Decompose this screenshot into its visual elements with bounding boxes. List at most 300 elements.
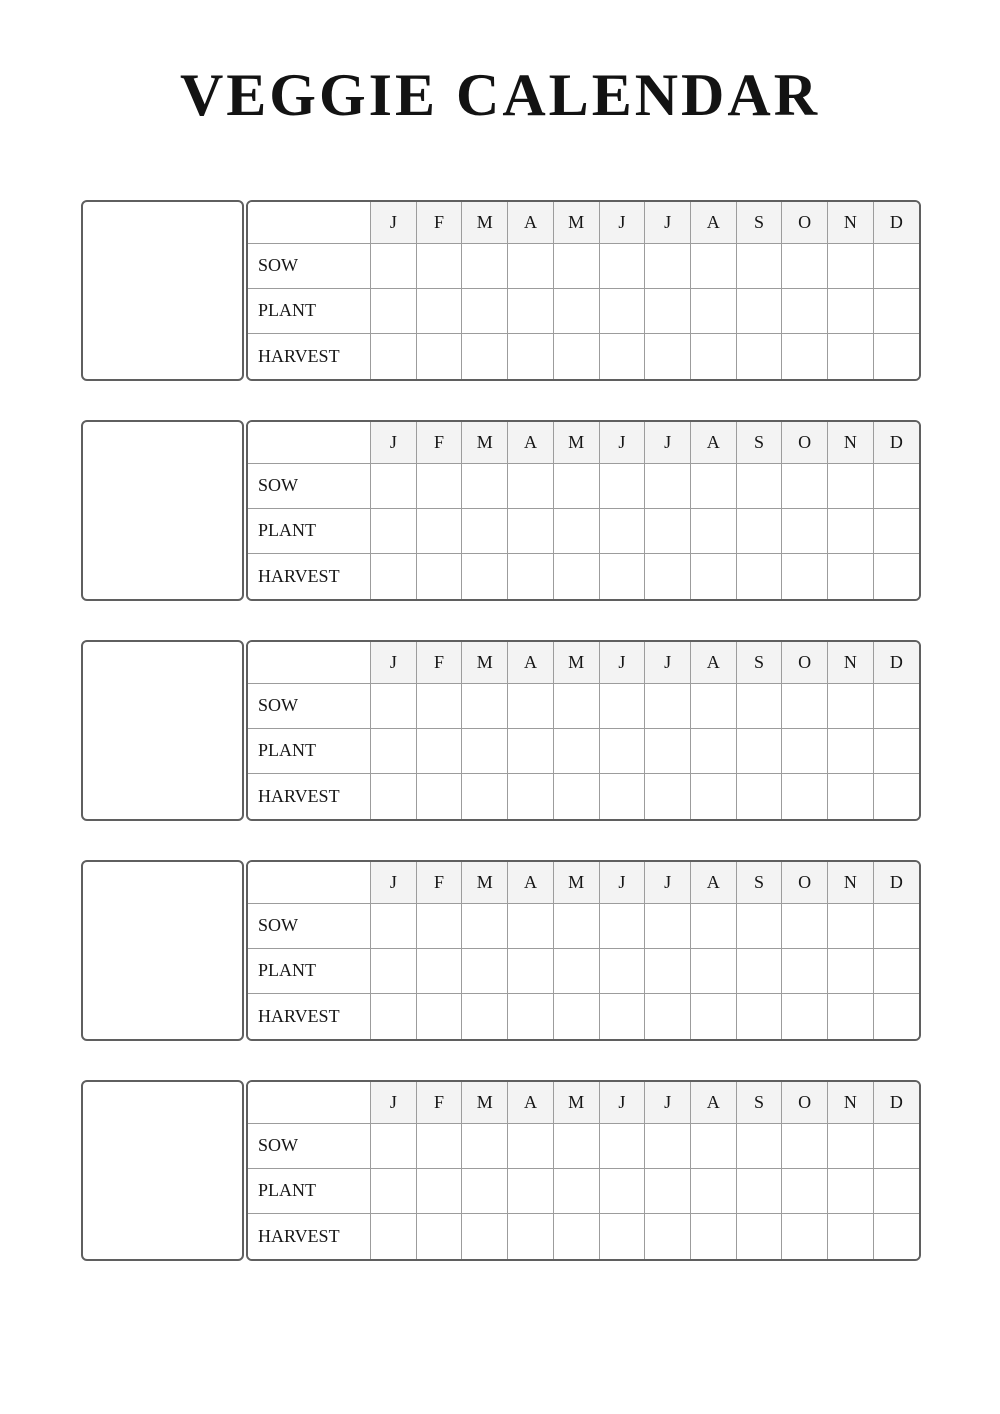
calendar-cell — [736, 463, 782, 508]
row-label: PLANT — [248, 288, 371, 333]
month-header: A — [508, 642, 554, 683]
month-header: M — [462, 422, 508, 463]
calendar-cell — [416, 683, 462, 728]
calendar-cell — [690, 948, 736, 993]
calendar-cell — [690, 1123, 736, 1168]
calendar-cell — [371, 288, 417, 333]
corner-cell — [248, 642, 371, 683]
veggie-block — [81, 420, 921, 601]
calendar-cell — [873, 334, 919, 379]
calendar-cell — [462, 683, 508, 728]
calendar-cell — [371, 508, 417, 553]
month-header: F — [416, 422, 462, 463]
activity-row — [248, 1123, 919, 1168]
row-label: SOW — [248, 243, 371, 288]
calendar-cell — [553, 508, 599, 553]
calendar-cell — [873, 728, 919, 773]
calendar-cell — [736, 288, 782, 333]
calendar-cell — [645, 1214, 691, 1259]
month-header: S — [736, 862, 782, 903]
calendar-cell — [690, 994, 736, 1039]
calendar-cell — [782, 508, 828, 553]
month-header: J — [599, 862, 645, 903]
month-header: J — [645, 1082, 691, 1123]
veggie-name-box — [81, 640, 244, 821]
calendar-cell — [645, 728, 691, 773]
calendar-cell — [553, 1214, 599, 1259]
calendar-cell — [416, 948, 462, 993]
calendar-cell — [508, 288, 554, 333]
calendar-cell — [828, 1168, 874, 1213]
calendar-cell — [371, 1214, 417, 1259]
calendar-cell — [599, 288, 645, 333]
row-label: PLANT — [248, 948, 371, 993]
month-header: M — [553, 422, 599, 463]
calendar-cell — [873, 1123, 919, 1168]
calendar-cell — [782, 994, 828, 1039]
month-header: A — [508, 202, 554, 243]
month-header: J — [599, 202, 645, 243]
calendar-cell — [371, 243, 417, 288]
month-header: M — [553, 642, 599, 683]
veggie-block — [81, 1080, 921, 1261]
calendar-cell — [462, 774, 508, 819]
calendar-cell — [736, 774, 782, 819]
month-header: N — [828, 422, 874, 463]
calendar-cell — [828, 463, 874, 508]
activity-row — [248, 994, 919, 1039]
month-header: O — [782, 202, 828, 243]
calendar-cell — [645, 334, 691, 379]
activity-row — [248, 728, 919, 773]
month-header: O — [782, 422, 828, 463]
calendar-cell — [371, 728, 417, 773]
calendar-cell — [599, 1123, 645, 1168]
calendar-cell — [416, 728, 462, 773]
veggie-block — [81, 860, 921, 1041]
calendar-cell — [873, 994, 919, 1039]
calendar-cell — [508, 1168, 554, 1213]
calendar-cell — [371, 1123, 417, 1168]
veggie-block — [81, 200, 921, 381]
month-header: N — [828, 642, 874, 683]
calendar-cell — [828, 903, 874, 948]
calendar-cell — [645, 463, 691, 508]
calendar-cell — [873, 903, 919, 948]
calendar-cell — [645, 243, 691, 288]
calendar-cell — [782, 728, 828, 773]
calendar-cell — [782, 774, 828, 819]
month-header: J — [599, 422, 645, 463]
month-header: F — [416, 862, 462, 903]
calendar-cell — [599, 334, 645, 379]
calendar-cell — [371, 554, 417, 599]
month-header: A — [690, 642, 736, 683]
activity-row — [248, 288, 919, 333]
calendar-cell — [416, 243, 462, 288]
calendar-cell — [828, 554, 874, 599]
calendar-cell — [599, 1214, 645, 1259]
calendar-cell — [645, 1123, 691, 1168]
month-header: J — [371, 422, 417, 463]
month-header-row — [248, 422, 919, 463]
month-header: A — [508, 862, 554, 903]
month-header: S — [736, 202, 782, 243]
calendar-cell — [782, 1168, 828, 1213]
calendar-cell — [599, 243, 645, 288]
month-header-row — [248, 642, 919, 683]
calendar-cell — [828, 994, 874, 1039]
calendar-table — [248, 1082, 919, 1259]
calendar-cell — [873, 683, 919, 728]
calendar-cell — [782, 683, 828, 728]
calendar-cell — [462, 243, 508, 288]
row-label: SOW — [248, 1123, 371, 1168]
calendar-cell — [599, 463, 645, 508]
calendar-cell — [873, 1214, 919, 1259]
corner-cell — [248, 422, 371, 463]
calendar-cell — [371, 774, 417, 819]
month-header: A — [690, 1082, 736, 1123]
calendar-cell — [873, 508, 919, 553]
calendar-cell — [416, 508, 462, 553]
calendar-cell — [782, 463, 828, 508]
calendar-cell — [462, 463, 508, 508]
row-label: SOW — [248, 683, 371, 728]
calendar-cell — [508, 554, 554, 599]
calendar-cell — [828, 334, 874, 379]
calendar-table-frame — [246, 420, 921, 601]
calendar-cell — [599, 994, 645, 1039]
month-header: A — [508, 422, 554, 463]
calendar-cell — [371, 903, 417, 948]
calendar-cell — [508, 683, 554, 728]
row-label: HARVEST — [248, 554, 371, 599]
calendar-cell — [371, 683, 417, 728]
calendar-cell — [690, 508, 736, 553]
calendar-table — [248, 422, 919, 599]
calendar-table-frame — [246, 860, 921, 1041]
calendar-cell — [462, 994, 508, 1039]
month-header: J — [599, 1082, 645, 1123]
calendar-cell — [690, 334, 736, 379]
month-header: J — [371, 1082, 417, 1123]
calendar-cell — [782, 903, 828, 948]
calendar-cell — [736, 994, 782, 1039]
month-header: J — [645, 202, 691, 243]
calendar-cell — [371, 994, 417, 1039]
month-header: J — [371, 642, 417, 683]
calendar-cell — [782, 1214, 828, 1259]
calendar-cell — [553, 334, 599, 379]
calendar-cell — [599, 948, 645, 993]
calendar-cell — [371, 334, 417, 379]
calendar-cell — [782, 334, 828, 379]
calendar-cell — [508, 334, 554, 379]
calendar-cell — [508, 774, 554, 819]
month-header: D — [873, 862, 919, 903]
calendar-cell — [736, 683, 782, 728]
calendar-cell — [645, 948, 691, 993]
calendar-cell — [553, 903, 599, 948]
calendar-cell — [508, 243, 554, 288]
row-label: PLANT — [248, 1168, 371, 1213]
calendar-cell — [645, 1168, 691, 1213]
month-header: J — [645, 422, 691, 463]
row-label: HARVEST — [248, 774, 371, 819]
calendar-cell — [873, 243, 919, 288]
calendar-cell — [416, 334, 462, 379]
row-label: SOW — [248, 903, 371, 948]
activity-row — [248, 334, 919, 379]
calendar-cell — [599, 554, 645, 599]
calendar-cell — [553, 243, 599, 288]
activity-row — [248, 463, 919, 508]
month-header: O — [782, 1082, 828, 1123]
calendar-cell — [645, 994, 691, 1039]
calendar-cell — [371, 948, 417, 993]
row-label: HARVEST — [248, 334, 371, 379]
calendar-cell — [416, 774, 462, 819]
activity-row — [248, 774, 919, 819]
corner-cell — [248, 202, 371, 243]
calendar-cell — [736, 243, 782, 288]
row-label: PLANT — [248, 508, 371, 553]
month-header: M — [462, 202, 508, 243]
month-header: J — [371, 862, 417, 903]
calendar-cell — [690, 774, 736, 819]
calendar-cell — [416, 288, 462, 333]
calendar-cell — [828, 1214, 874, 1259]
calendar-cell — [553, 948, 599, 993]
month-header: D — [873, 202, 919, 243]
calendar-table-frame — [246, 640, 921, 821]
calendar-cell — [462, 1214, 508, 1259]
month-header: A — [690, 422, 736, 463]
calendar-cell — [828, 948, 874, 993]
calendar-cell — [553, 728, 599, 773]
calendar-cell — [462, 288, 508, 333]
month-header: S — [736, 1082, 782, 1123]
calendar-cell — [736, 1123, 782, 1168]
month-header: S — [736, 642, 782, 683]
calendar-cell — [736, 334, 782, 379]
calendar-cell — [736, 554, 782, 599]
month-header-row — [248, 862, 919, 903]
month-header: A — [508, 1082, 554, 1123]
calendar-table — [248, 862, 919, 1039]
calendar-cell — [828, 288, 874, 333]
month-header: D — [873, 642, 919, 683]
calendar-cell — [736, 1168, 782, 1213]
veggie-name-box — [81, 200, 244, 381]
activity-row — [248, 683, 919, 728]
calendar-cell — [782, 288, 828, 333]
row-label: HARVEST — [248, 994, 371, 1039]
month-header: J — [645, 642, 691, 683]
calendar-cell — [599, 728, 645, 773]
calendar-cell — [599, 1168, 645, 1213]
calendar-cell — [828, 508, 874, 553]
calendar-cell — [553, 1168, 599, 1213]
calendar-cell — [782, 554, 828, 599]
calendar-cell — [828, 243, 874, 288]
calendar-cell — [462, 508, 508, 553]
veggie-name-box — [81, 420, 244, 601]
page-title: VEGGIE CALENDAR — [179, 62, 821, 128]
row-label: PLANT — [248, 728, 371, 773]
calendar-cell — [553, 463, 599, 508]
month-header: D — [873, 422, 919, 463]
row-label: HARVEST — [248, 1214, 371, 1259]
calendar-cell — [599, 903, 645, 948]
calendar-cell — [690, 243, 736, 288]
calendar-cell — [736, 508, 782, 553]
calendar-cell — [782, 1123, 828, 1168]
calendar-cell — [645, 554, 691, 599]
calendar-cell — [416, 463, 462, 508]
calendar-cell — [508, 1214, 554, 1259]
month-header-row — [248, 1082, 919, 1123]
calendar-cell — [645, 903, 691, 948]
calendar-cell — [736, 948, 782, 993]
calendar-blocks — [81, 200, 921, 1261]
calendar-cell — [782, 243, 828, 288]
calendar-cell — [462, 1168, 508, 1213]
calendar-cell — [690, 463, 736, 508]
month-header-row — [248, 202, 919, 243]
month-header: M — [462, 642, 508, 683]
month-header: M — [553, 862, 599, 903]
veggie-block — [81, 640, 921, 821]
calendar-table-frame — [246, 1080, 921, 1261]
month-header: F — [416, 642, 462, 683]
calendar-cell — [873, 774, 919, 819]
activity-row — [248, 1168, 919, 1213]
calendar-cell — [416, 1123, 462, 1168]
calendar-cell — [690, 1168, 736, 1213]
calendar-cell — [462, 1123, 508, 1168]
calendar-cell — [873, 1168, 919, 1213]
month-header: O — [782, 862, 828, 903]
activity-row — [248, 903, 919, 948]
calendar-cell — [690, 728, 736, 773]
month-header: M — [462, 862, 508, 903]
calendar-cell — [828, 774, 874, 819]
calendar-cell — [508, 728, 554, 773]
calendar-cell — [736, 728, 782, 773]
veggie-name-box — [81, 860, 244, 1041]
calendar-cell — [553, 994, 599, 1039]
calendar-cell — [416, 1168, 462, 1213]
calendar-cell — [736, 903, 782, 948]
calendar-table — [248, 642, 919, 819]
calendar-table-frame — [246, 200, 921, 381]
activity-row — [248, 243, 919, 288]
calendar-cell — [645, 508, 691, 553]
calendar-cell — [873, 463, 919, 508]
month-header: A — [690, 862, 736, 903]
calendar-cell — [416, 994, 462, 1039]
corner-cell — [248, 862, 371, 903]
month-header: M — [553, 1082, 599, 1123]
activity-row — [248, 554, 919, 599]
month-header: N — [828, 202, 874, 243]
month-header: F — [416, 1082, 462, 1123]
calendar-cell — [553, 288, 599, 333]
calendar-cell — [508, 508, 554, 553]
calendar-cell — [416, 903, 462, 948]
month-header: F — [416, 202, 462, 243]
calendar-cell — [645, 774, 691, 819]
activity-row — [248, 1214, 919, 1259]
month-header: A — [690, 202, 736, 243]
month-header: N — [828, 1082, 874, 1123]
calendar-cell — [371, 463, 417, 508]
month-header: O — [782, 642, 828, 683]
calendar-cell — [828, 683, 874, 728]
activity-row — [248, 948, 919, 993]
calendar-cell — [873, 554, 919, 599]
calendar-cell — [462, 948, 508, 993]
calendar-cell — [599, 774, 645, 819]
veggie-name-box — [81, 1080, 244, 1261]
calendar-cell — [416, 1214, 462, 1259]
calendar-cell — [828, 1123, 874, 1168]
row-label: SOW — [248, 463, 371, 508]
calendar-table — [248, 202, 919, 379]
calendar-cell — [782, 948, 828, 993]
calendar-cell — [736, 1214, 782, 1259]
calendar-cell — [645, 683, 691, 728]
calendar-cell — [828, 728, 874, 773]
calendar-cell — [508, 994, 554, 1039]
calendar-cell — [553, 683, 599, 728]
month-header: N — [828, 862, 874, 903]
calendar-cell — [599, 508, 645, 553]
calendar-cell — [873, 948, 919, 993]
calendar-cell — [873, 288, 919, 333]
calendar-cell — [508, 948, 554, 993]
activity-row — [248, 508, 919, 553]
calendar-cell — [416, 554, 462, 599]
calendar-cell — [690, 1214, 736, 1259]
calendar-cell — [690, 288, 736, 333]
calendar-cell — [553, 554, 599, 599]
calendar-cell — [462, 728, 508, 773]
calendar-cell — [645, 288, 691, 333]
month-header: M — [462, 1082, 508, 1123]
calendar-cell — [508, 463, 554, 508]
calendar-cell — [690, 683, 736, 728]
calendar-cell — [462, 903, 508, 948]
calendar-cell — [690, 554, 736, 599]
month-header: D — [873, 1082, 919, 1123]
calendar-cell — [462, 554, 508, 599]
calendar-cell — [553, 1123, 599, 1168]
month-header: J — [371, 202, 417, 243]
calendar-cell — [371, 1168, 417, 1213]
month-header: M — [553, 202, 599, 243]
calendar-cell — [508, 903, 554, 948]
calendar-cell — [599, 683, 645, 728]
calendar-cell — [553, 774, 599, 819]
month-header: J — [645, 862, 691, 903]
month-header: S — [736, 422, 782, 463]
calendar-cell — [690, 903, 736, 948]
month-header: J — [599, 642, 645, 683]
calendar-cell — [462, 334, 508, 379]
